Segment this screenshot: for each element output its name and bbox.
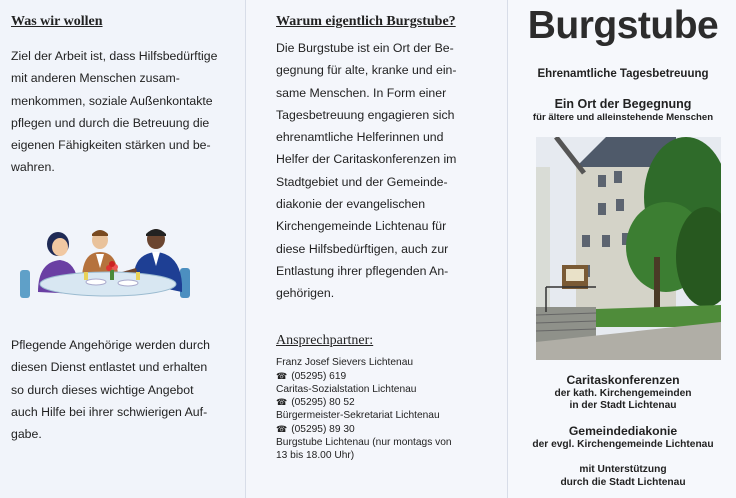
org1-title: Caritaskonferenzen: [566, 373, 680, 387]
text-line: auch Hilfe bei ihrer schwierigen Auf-: [11, 404, 208, 419]
relatives-paragraph: [11, 334, 210, 445]
building-photo: [536, 137, 721, 360]
text-line: diakonie der evangelischen: [276, 197, 426, 212]
text-line: pflegen und durch die Betreuung die: [11, 115, 210, 130]
tagline-subtitle: für ältere und alleinstehende Menschen: [532, 112, 714, 123]
contact-phone-row: [276, 396, 452, 410]
goal-paragraph: [11, 45, 217, 179]
contact-hours: 13 bis 18.00 Uhr): [276, 449, 355, 461]
phone-icon: ☎: [276, 423, 288, 434]
support-line1: mit Unterstützung: [579, 464, 667, 475]
text-line: Die Burgstube ist ein Ort der Be-: [276, 41, 454, 55]
org2-title: Gemeindediakonie: [568, 424, 678, 438]
text-line: same Menschen. In Form einer: [276, 85, 447, 100]
people-at-table-illustration: [16, 222, 194, 302]
text-line: eigenen Fähigkeiten stärken und be-: [11, 138, 211, 153]
text-line: Helfer der Caritaskonferenzen im: [276, 152, 457, 167]
text-line: mit anderen Menschen zusam-: [11, 71, 180, 86]
contact-phone-row: [276, 370, 452, 384]
text-line: diesen Dienst entlastet und erhalten: [11, 360, 208, 375]
phone-icon: ☎: [276, 370, 288, 381]
why-paragraph: [276, 37, 456, 305]
text-line: Kirchengemeinde Lichtenau für: [276, 219, 447, 234]
text-line: Stadtgebiet und der Gemeinde-: [276, 174, 448, 189]
text-line: so durch dieses wichtige Angebot: [11, 382, 194, 397]
text-line: gehörigen.: [276, 286, 335, 301]
heading-was-wir-wollen: Was wir wollen: [11, 14, 103, 29]
text-line: Tagesbetreuung engagieren sich: [276, 107, 455, 122]
contact-name: Caritas-Sozialstation Lichtenau: [276, 383, 417, 395]
text-line: Ziel der Arbeit ist, dass Hilfsbedürftige: [11, 49, 218, 63]
tagline-title: Ein Ort der Begegnung: [554, 97, 692, 111]
contact-phone-row: [276, 423, 452, 437]
brochure-title: Burgstube: [527, 4, 719, 47]
castle-building-image: [536, 137, 721, 360]
text-line: wahren.: [11, 160, 55, 175]
org1-line1: der kath. Kirchengemeinden: [554, 388, 692, 399]
text-line: Pflegende Angehörige werden durch: [11, 338, 210, 352]
phone-number: (05295) 89 30: [291, 423, 355, 435]
phone-number: (05295) 619: [291, 370, 347, 382]
org2-line1: der evgl. Kirchengemeinde Lichtenau: [532, 439, 714, 450]
contact-list: [276, 357, 452, 462]
support-line2: durch die Stadt Lichtenau: [560, 477, 686, 488]
text-line: gegnung für alte, kranke und ein-: [276, 63, 457, 78]
phone-number: (05295) 80 52: [291, 397, 355, 409]
subtitle: Ehrenamtliche Tagesbetreuung: [537, 68, 709, 80]
text-line: menkommen, soziale Außenkontakte: [11, 93, 213, 108]
text-line: gabe.: [11, 427, 42, 442]
fold-line: [245, 0, 246, 498]
text-line: ehrenamtliche Helferinnen und: [276, 130, 444, 145]
org1-line2: in der Stadt Lichtenau: [569, 400, 677, 411]
contact-heading: Ansprechpartner:: [276, 333, 374, 348]
heading-warum-burgstube: Warum eigentlich Burgstube?: [276, 14, 456, 29]
phone-icon: ☎: [276, 397, 288, 408]
text-line: Entlastung ihrer pflegenden An-: [276, 263, 449, 278]
contact-name: Bürgermeister-Sekretariat Lichtenau: [276, 410, 440, 422]
fold-line: [507, 0, 508, 498]
text-line: diese Hilfsbedürftigen, auch zur: [276, 241, 449, 256]
contact-name: Franz Josef Sievers Lichtenau: [276, 357, 414, 368]
contact-name: Burgstube Lichtenau (nur montags von: [276, 436, 452, 448]
